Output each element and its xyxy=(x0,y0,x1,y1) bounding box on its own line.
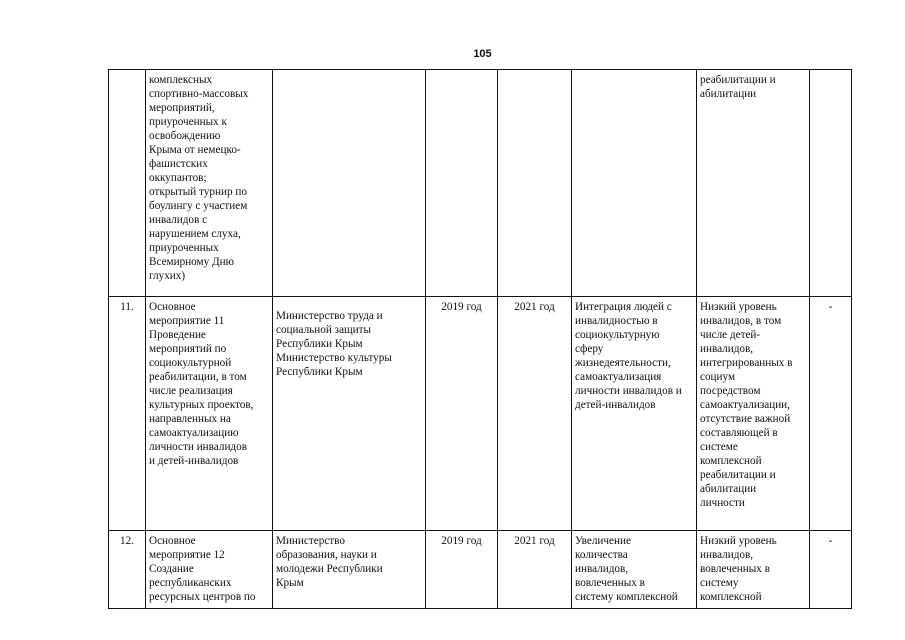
consequences-cell: Низкий уровень инвалидов, вовлеченных в систему комплексной xyxy=(697,531,810,609)
end-year-cell xyxy=(498,70,572,297)
executor-cell: Министерство труда и социальной защиты Республики Крым Министерство культуры Республики Крым xyxy=(273,297,426,531)
page-number: 105 xyxy=(473,48,492,60)
link-cell: - xyxy=(810,531,852,609)
event-cell: Основное мероприятие 11 Проведение мероприятий по социокультурной реабилитации, в том числе реализация культурных проектов, направленных на самоактуализацию личности инвалидов и детей-инвалидов xyxy=(146,297,273,531)
executor-cell: Министерство образования, науки и молодежи Республики Крым xyxy=(273,531,426,609)
table-row xyxy=(109,531,852,609)
start-year-cell: 2019 год xyxy=(426,531,498,609)
start-year-cell xyxy=(426,70,498,297)
consequences-cell: реабилитации и абилитации xyxy=(697,70,810,297)
expected-result-cell: Увеличение количества инвалидов, вовлеченных в систему комплексной xyxy=(572,531,697,609)
end-year-cell: 2021 год xyxy=(498,531,572,609)
executor-cell xyxy=(273,70,426,297)
event-cell: Основное мероприятие 12 Создание республиканских ресурсных центров по xyxy=(146,531,273,609)
row-number: 11. xyxy=(109,297,146,531)
end-year-cell: 2021 год xyxy=(498,297,572,531)
expected-result-cell: Интеграция людей с инвалидностью в социокультурную сферу жизнедеятельности, самоактуализация личности инвалидов и детей-инвалидов xyxy=(572,297,697,531)
row-number xyxy=(109,70,146,297)
table-row xyxy=(109,297,852,531)
event-cell: комплексных спортивно-массовых мероприятий, приуроченных к освобождению Крыма от немецко- фашистских оккупантов; открытый турнир по боулингу с участием инвалидов с нарушением слуха, приуроченных Всемирному Дню глухих) xyxy=(146,70,273,297)
expected-result-cell xyxy=(572,70,697,297)
row-number: 12. xyxy=(109,531,146,609)
start-year-cell: 2019 год xyxy=(426,297,498,531)
link-cell xyxy=(810,70,852,297)
table-row xyxy=(109,70,852,297)
consequences-cell: Низкий уровень инвалидов, в том числе детей- инвалидов, интегрированных в социум посредством самоактуализации, отсутствие важной составляющей в системе комплексной реабилитации и абилитации личности xyxy=(697,297,810,531)
link-cell: - xyxy=(810,297,852,531)
program-events-table xyxy=(108,69,852,609)
